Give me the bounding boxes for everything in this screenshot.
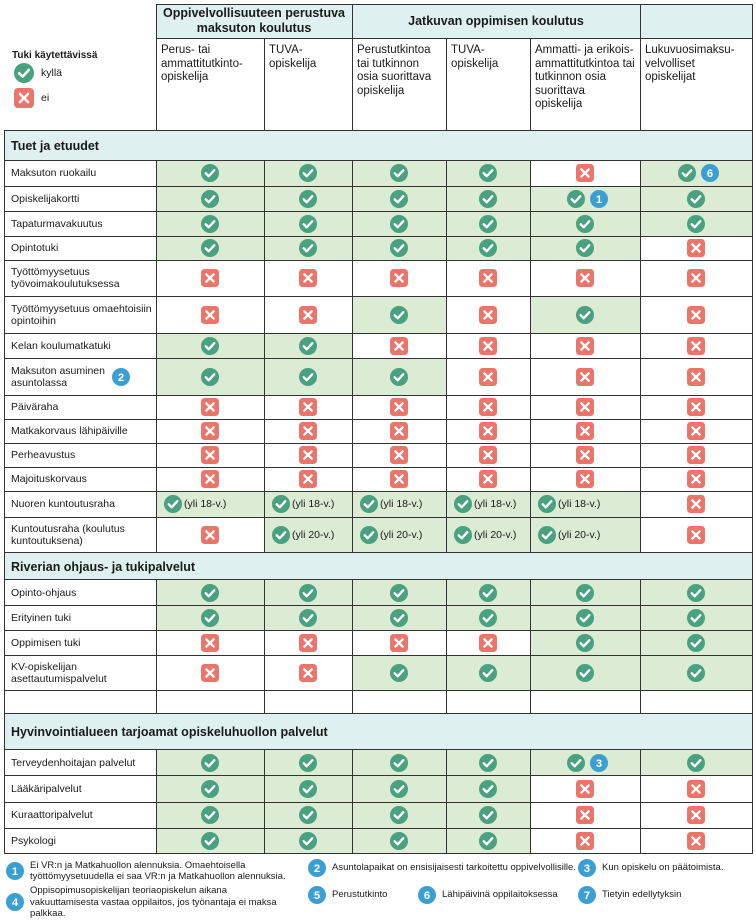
row-label: Maksuton ruokailu (11, 167, 97, 179)
svg-text:6: 6 (423, 889, 431, 902)
check-icon (390, 164, 408, 182)
grid-vline (530, 38, 531, 131)
cross-icon (479, 446, 497, 464)
cross-icon (687, 526, 705, 544)
check-icon (390, 754, 408, 772)
check-icon (299, 806, 317, 824)
cross-icon (201, 664, 219, 682)
check-icon (538, 495, 556, 513)
row-label: Majoituskorvaus (11, 473, 87, 485)
cross-icon (390, 470, 408, 488)
row-label: Terveydenhoitajan palvelut (11, 756, 136, 769)
cross-icon (390, 422, 408, 440)
cross-icon (479, 398, 497, 416)
check-icon (390, 806, 408, 824)
check-icon (687, 584, 705, 602)
condition-text: (yli 20-v.) (380, 529, 423, 541)
cross-icon (299, 422, 317, 440)
check-icon (479, 239, 497, 257)
check-icon (201, 806, 219, 824)
check-icon (678, 164, 696, 182)
check-icon (567, 190, 585, 208)
cross-icon (479, 306, 497, 324)
cross-icon (687, 446, 705, 464)
grid-vline (530, 160, 531, 553)
row-label: Matkakorvaus lähipäiville (11, 425, 128, 437)
row-label: Tapaturmavakuutus (11, 217, 103, 230)
check-icon (360, 495, 378, 513)
check-icon (360, 526, 378, 544)
grid-vline (264, 579, 265, 714)
footnote-4 (6, 885, 296, 920)
cross-icon (201, 470, 219, 488)
check-icon (687, 215, 705, 233)
cross-icon (687, 368, 705, 386)
check-icon (299, 609, 317, 627)
grid-vline (264, 160, 265, 553)
check-icon (454, 526, 472, 544)
legend-title: Tuki käytettävissä (12, 50, 98, 61)
check-icon (479, 584, 497, 602)
check-icon (299, 754, 317, 772)
legend-no-icon (14, 88, 34, 108)
condition-text: (yli 20-v.) (558, 529, 601, 541)
cross-icon (201, 422, 219, 440)
check-icon (299, 780, 317, 798)
grid-vline (264, 38, 265, 131)
grid-hline (156, 38, 752, 39)
check-icon (479, 754, 497, 772)
condition-text: (yli 18-v.) (558, 498, 601, 510)
cross-icon (479, 368, 497, 386)
col-header-4: TUVA-opiskelija (451, 44, 499, 70)
svg-text:2: 2 (313, 862, 321, 875)
cross-icon (299, 398, 317, 416)
footnote-number-icon (6, 893, 24, 911)
check-icon (538, 526, 556, 544)
check-icon (201, 190, 219, 208)
row-label: Lääkäripalvelut (11, 782, 82, 795)
cross-icon (299, 470, 317, 488)
svg-text:2: 2 (117, 371, 125, 384)
col-header-1: Perus- tai ammattitutkinto-opiskelija (161, 44, 243, 83)
cross-icon (576, 832, 594, 850)
cross-icon (201, 446, 219, 464)
footnote-3 (578, 858, 754, 878)
col-header-3: Perustutkintoa tai tutkinnon osia suorittava opiskelija (357, 44, 432, 97)
check-icon (567, 754, 585, 772)
legend-yes-icon (14, 63, 34, 83)
row-label: Päiväraha (11, 401, 59, 413)
check-icon (576, 306, 594, 324)
check-icon (201, 609, 219, 627)
footnote-number-icon (418, 886, 436, 904)
svg-text:1: 1 (595, 193, 603, 206)
check-icon (479, 664, 497, 682)
check-icon (479, 780, 497, 798)
footnote-6 (418, 885, 578, 905)
check-icon (201, 215, 219, 233)
check-icon (201, 584, 219, 602)
grid-vline (640, 160, 641, 553)
cross-icon (576, 806, 594, 824)
grid-vline (640, 4, 641, 131)
cross-icon (576, 164, 594, 182)
legend-no-label: ei (41, 92, 50, 104)
grid-vline (4, 130, 5, 854)
check-icon (576, 584, 594, 602)
grid-vline (156, 749, 157, 854)
row-label: Opiskelijakortti (11, 192, 80, 205)
check-icon (390, 780, 408, 798)
check-icon (201, 337, 219, 355)
col-header-2: TUVA-opiskelija (269, 44, 317, 70)
footnote-marker-6 (701, 164, 719, 182)
check-icon (299, 239, 317, 257)
check-icon (299, 337, 317, 355)
cross-icon (201, 634, 219, 652)
check-icon (687, 754, 705, 772)
footnote-text: Lähipäivinä oppilaitoksessa (442, 889, 558, 901)
row-label: Oppimisen tuki (11, 636, 81, 649)
cross-icon (576, 337, 594, 355)
footnote-2 (308, 858, 578, 878)
cross-icon (299, 306, 317, 324)
check-icon (299, 164, 317, 182)
check-icon (390, 832, 408, 850)
grid-vline (640, 749, 641, 854)
check-icon (687, 634, 705, 652)
cross-icon (479, 470, 497, 488)
check-icon (454, 495, 472, 513)
footnote-text: Tietyin edellytyksin (602, 889, 682, 901)
grid-vline (640, 579, 641, 714)
cross-icon (687, 306, 705, 324)
cross-icon (687, 806, 705, 824)
check-icon (201, 780, 219, 798)
grid-vline (446, 38, 447, 131)
group-title-compulsory: Oppivelvollisuuteen perustuva maksuton koulutus (163, 6, 345, 35)
grid-vline (264, 749, 265, 854)
grid-vline (352, 4, 353, 131)
svg-text:1: 1 (11, 865, 19, 878)
svg-text:3: 3 (595, 757, 603, 770)
section-title: Riverian ohjaus- ja tukipalvelut (4, 553, 752, 580)
cross-icon (479, 269, 497, 287)
check-icon (479, 164, 497, 182)
grid-vline (352, 160, 353, 553)
condition-text: (yli 20-v.) (292, 529, 335, 541)
section-title: Hyvinvointialueen tarjoamat opiskeluhuollon palvelut (4, 714, 752, 750)
footnote-number-icon (6, 862, 24, 880)
row-label: Nuoren kuntoutusraha (11, 498, 115, 510)
row-label: Erityinen tuki (11, 611, 72, 624)
cross-icon (687, 780, 705, 798)
footnote-text: Asuntolapaikat on ensisijaisesti tarkoitettu oppivelvollisille. (332, 862, 576, 874)
grid-vline (530, 579, 531, 714)
svg-text:7: 7 (583, 889, 591, 902)
footnote-marker-2 (112, 368, 130, 386)
row-label: KV-opiskelijan asettautumispalvelut (11, 660, 107, 685)
grid-vline (156, 4, 157, 131)
condition-text: (yli 18-v.) (380, 498, 423, 510)
check-icon (479, 609, 497, 627)
grid-vline (752, 4, 753, 854)
footnote-marker-1 (590, 190, 608, 208)
check-icon (479, 806, 497, 824)
svg-text:3: 3 (583, 862, 591, 875)
row-label: Kuraattoripalvelut (11, 809, 93, 821)
cell-shade (640, 160, 752, 186)
condition-text: (yli 18-v.) (474, 498, 517, 510)
check-icon (479, 215, 497, 233)
cross-icon (687, 239, 705, 257)
grid-vline (156, 160, 157, 553)
footnote-text: Oppisopimusopiskelijan teoriaopiskelun aikana vakuuttamisesta vastaa oppilaitos, jos työnantaja ei maksa palkkaa. (30, 885, 277, 919)
cross-icon (390, 269, 408, 287)
grid-vline (352, 749, 353, 854)
check-icon (576, 215, 594, 233)
col-header-6: Lukuvuosimaksu-velvolliset opiskelijat (645, 44, 735, 83)
svg-text:4: 4 (11, 897, 19, 910)
cross-icon (687, 398, 705, 416)
svg-text:5: 5 (313, 889, 321, 902)
check-icon (479, 190, 497, 208)
cross-icon (576, 368, 594, 386)
check-icon (687, 664, 705, 682)
group-title-fee (640, 4, 752, 38)
footnote-marker-3 (590, 754, 608, 772)
section-title: Tuet ja etuudet (4, 131, 752, 160)
check-icon (390, 215, 408, 233)
cross-icon (201, 398, 219, 416)
cell-shade (530, 750, 640, 775)
legend-yes-label: kyllä (41, 67, 63, 79)
check-icon (201, 832, 219, 850)
cross-icon (479, 634, 497, 652)
row-label: Työttömyysetuus omaehtoisiin opintoihin (11, 302, 152, 327)
footnote-number-icon (308, 859, 326, 877)
group-title-continuous: Jatkuvan oppimisen koulutus (408, 13, 584, 28)
cross-icon (687, 337, 705, 355)
row-label: Työttömyysetuus työvoimakoulutuksessa (11, 266, 120, 290)
cross-icon (201, 526, 219, 544)
grid-vline (530, 749, 531, 854)
check-icon (299, 584, 317, 602)
cross-icon (390, 398, 408, 416)
footnote-text: Perustutkinto (332, 889, 388, 901)
footnote-7 (578, 885, 754, 905)
check-icon (687, 190, 705, 208)
row-label: Opintotuki (11, 242, 59, 254)
check-icon (576, 634, 594, 652)
check-icon (299, 215, 317, 233)
row-label: Kuntoutusraha (koulutus kuntoutuksena) (11, 522, 125, 547)
cell-shade (530, 186, 640, 211)
col-header-5: Ammatti- ja erikois-ammattitutkintoa tai tutkinnon osia suorittava opiskelija (535, 44, 635, 110)
cross-icon (687, 832, 705, 850)
svg-text:6: 6 (706, 167, 714, 180)
cross-icon (576, 269, 594, 287)
footnote-number-icon (578, 886, 596, 904)
check-icon (390, 306, 408, 324)
check-icon (390, 609, 408, 627)
check-icon (390, 664, 408, 682)
check-icon (576, 239, 594, 257)
check-icon (299, 368, 317, 386)
check-icon (576, 664, 594, 682)
cross-icon (576, 398, 594, 416)
check-icon (272, 495, 290, 513)
footnote-number-icon (308, 886, 326, 904)
cross-icon (299, 664, 317, 682)
row-label: Perheavustus (11, 449, 76, 461)
cross-icon (390, 337, 408, 355)
cross-icon (479, 337, 497, 355)
footnote-text: Kun opiskelu on päätoimista. (602, 862, 724, 874)
check-icon (390, 239, 408, 257)
cross-icon (299, 634, 317, 652)
footnote-1 (6, 858, 296, 884)
grid-vline (446, 749, 447, 854)
cross-icon (576, 422, 594, 440)
cross-icon (687, 269, 705, 287)
grid-vline (446, 579, 447, 714)
condition-text: (yli 18-v.) (184, 498, 227, 510)
footnote-number-icon (578, 859, 596, 877)
row-label: Opinto-ohjaus (11, 586, 77, 599)
grid-vline (156, 579, 157, 714)
check-icon (201, 239, 219, 257)
grid-hline (156, 4, 752, 5)
check-icon (299, 832, 317, 850)
check-icon (687, 609, 705, 627)
cross-icon (576, 446, 594, 464)
cross-icon (687, 422, 705, 440)
check-icon (201, 164, 219, 182)
cross-icon (576, 780, 594, 798)
footnote-text: Ei VR:n ja Matkahuollon alennuksia. Omaehtoisella työttömyysetuudella ei saa VR:n ja Matkahuollon alennuksia. (30, 859, 286, 882)
cross-icon (201, 269, 219, 287)
check-icon (390, 368, 408, 386)
check-icon (272, 526, 290, 544)
check-icon (390, 584, 408, 602)
row-label: Kelan koulumatkatuki (11, 339, 111, 352)
cross-icon (390, 446, 408, 464)
grid-vline (352, 579, 353, 714)
cross-icon (390, 634, 408, 652)
cross-icon (479, 422, 497, 440)
row-label: Maksuton asuminen asuntolassa (11, 364, 105, 389)
condition-text: (yli 20-v.) (474, 529, 517, 541)
cross-icon (299, 269, 317, 287)
check-icon (576, 609, 594, 627)
check-icon (201, 754, 219, 772)
check-icon (390, 190, 408, 208)
row-label: Psykologi (11, 834, 56, 847)
check-icon (201, 368, 219, 386)
footnote-5 (308, 885, 418, 905)
grid-vline (446, 160, 447, 553)
check-icon (299, 190, 317, 208)
condition-text: (yli 18-v.) (292, 498, 335, 510)
cross-icon (687, 495, 705, 513)
cross-icon (299, 446, 317, 464)
cross-icon (201, 306, 219, 324)
check-icon (479, 832, 497, 850)
cross-icon (576, 470, 594, 488)
check-icon (164, 495, 182, 513)
cross-icon (687, 470, 705, 488)
